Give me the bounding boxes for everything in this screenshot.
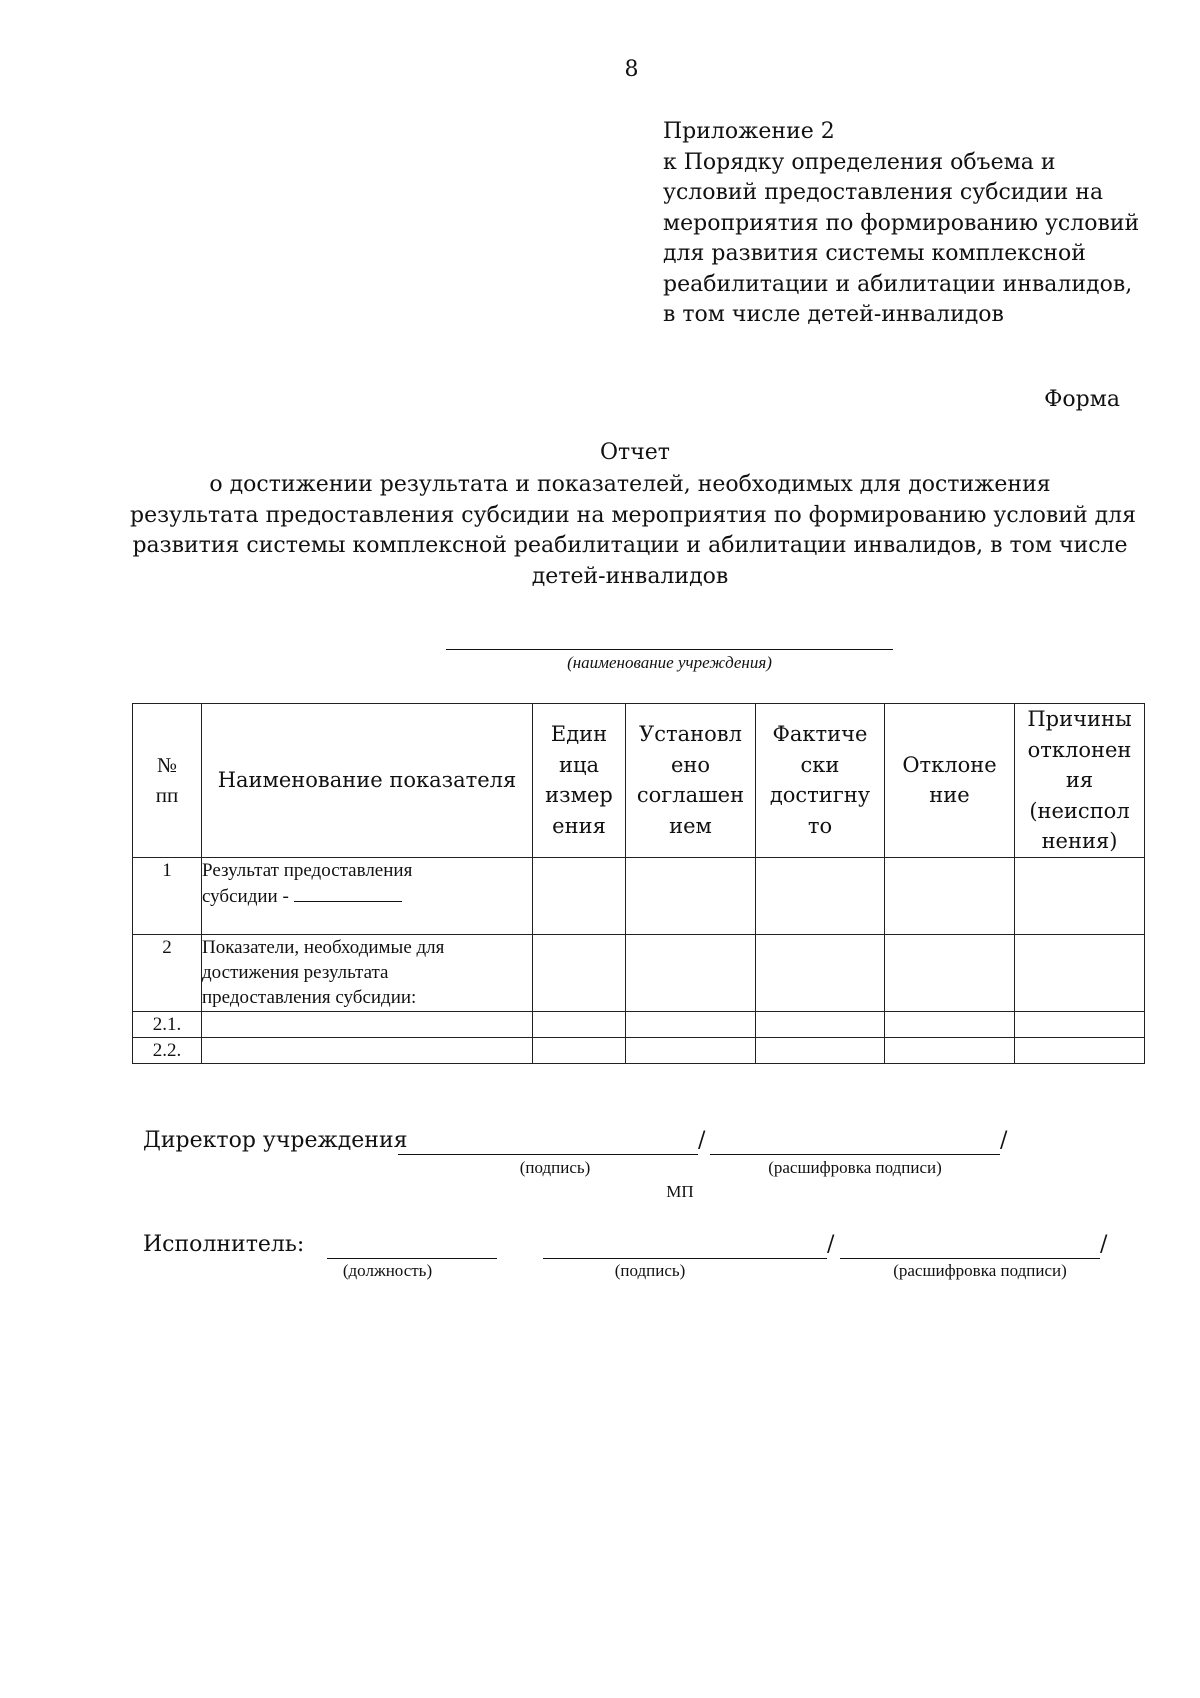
page-number: 8 (624, 57, 639, 82)
header-reasons: Причины отклонен ия (неиспол нения) (1015, 704, 1145, 858)
cell-actual (756, 857, 885, 934)
table-row (133, 934, 1145, 1011)
appendix-line: для развития системы комплексной (663, 241, 1086, 266)
cell-unit (533, 1037, 626, 1063)
director-signature-caption: (подпись) (519, 1158, 591, 1177)
report-table (132, 703, 1145, 1064)
cell-reasons (1015, 1011, 1145, 1037)
header-num: № пп (133, 704, 202, 858)
institution-name-line (446, 649, 893, 650)
cell-planned (626, 934, 756, 1011)
table-row (133, 1037, 1145, 1063)
executor-signature-caption: (подпись) (614, 1261, 686, 1280)
appendix-line: в том числе детей-инвалидов (663, 302, 1004, 327)
cell-deviation (885, 1037, 1015, 1063)
cell-actual (756, 1037, 885, 1063)
appendix-line: мероприятия по формированию условий (663, 210, 1140, 236)
cell-reasons (1015, 1037, 1145, 1063)
cell-unit (533, 857, 626, 934)
cell-deviation (885, 857, 1015, 934)
cell-actual (756, 1011, 885, 1037)
cell-unit (533, 1011, 626, 1037)
appendix-line: Приложение 2 (663, 119, 835, 144)
slash-separator: / (827, 1232, 835, 1257)
appendix-line: реабилитации и абилитации инвалидов, (663, 271, 1133, 297)
table-row (133, 857, 1145, 934)
header-unit: Един ица измер ения (533, 704, 626, 858)
appendix-line: к Порядку определения объема и (663, 149, 1056, 175)
cell-deviation (885, 934, 1015, 1011)
row-indicator-name (202, 1011, 533, 1037)
header-planned: Установл ено соглашен ием (626, 704, 756, 858)
executor-decoding-line (840, 1258, 1100, 1259)
executor-decoding-caption: (расшифровка подписи) (893, 1261, 1067, 1280)
executor-position-line (327, 1258, 497, 1259)
director-decoding-caption: (расшифровка подписи) (768, 1158, 942, 1177)
report-subtitle-line: детей-инвалидов (531, 563, 729, 589)
row-num: 1 (133, 857, 202, 934)
appendix-line: условий предоставления субсидии на (663, 180, 1104, 205)
slash-separator: / (698, 1128, 706, 1153)
report-subtitle (130, 470, 1137, 592)
row-num: 2 (133, 934, 202, 1011)
director-label: Директор учреждения (143, 1128, 408, 1153)
report-subtitle-line: результата предоставления субсидии на мероприятия по формированию условий для (130, 502, 1137, 528)
institution-caption: (наименование учреждения) (567, 653, 772, 672)
header-indicator-name: Наименование показателя (202, 704, 533, 858)
subsidy-result-blank (294, 883, 402, 902)
slash-separator: / (1000, 1128, 1008, 1153)
report-title: Отчет (600, 440, 670, 465)
row-indicator-name: Показатели, необходимые для достижения результата предоставления субсидии: (202, 934, 533, 1011)
table-header-row (133, 704, 1145, 858)
cell-unit (533, 934, 626, 1011)
executor-label: Исполнитель: (143, 1232, 305, 1257)
header-actual: Фактиче ски достигну то (756, 704, 885, 858)
form-label: Форма (1044, 387, 1120, 412)
cell-planned (626, 1037, 756, 1063)
cell-deviation (885, 1011, 1015, 1037)
cell-reasons (1015, 934, 1145, 1011)
cell-planned (626, 857, 756, 934)
executor-signature-line (543, 1258, 827, 1259)
stamp-label: МП (666, 1182, 694, 1201)
cell-reasons (1015, 857, 1145, 934)
cell-actual (756, 934, 885, 1011)
slash-separator: / (1100, 1232, 1108, 1257)
row-num: 2.1. (133, 1011, 202, 1037)
row-indicator-name (202, 1037, 533, 1063)
report-subtitle-line: развития системы комплексной реабилитации и абилитации инвалидов, в том числе (132, 533, 1128, 558)
header-deviation: Отклоне ние (885, 704, 1015, 858)
director-decoding-line (710, 1154, 1000, 1155)
row-num: 2.2. (133, 1037, 202, 1063)
report-subtitle-line: о достижении результата и показателей, необходимых для достижения (209, 472, 1051, 497)
executor-position-caption: (должность) (342, 1261, 433, 1280)
director-signature-line (398, 1154, 698, 1155)
table-row (133, 1011, 1145, 1037)
cell-planned (626, 1011, 756, 1037)
appendix-heading (663, 117, 1139, 331)
row-indicator-name: Результат предоставления субсидии - (202, 857, 533, 934)
